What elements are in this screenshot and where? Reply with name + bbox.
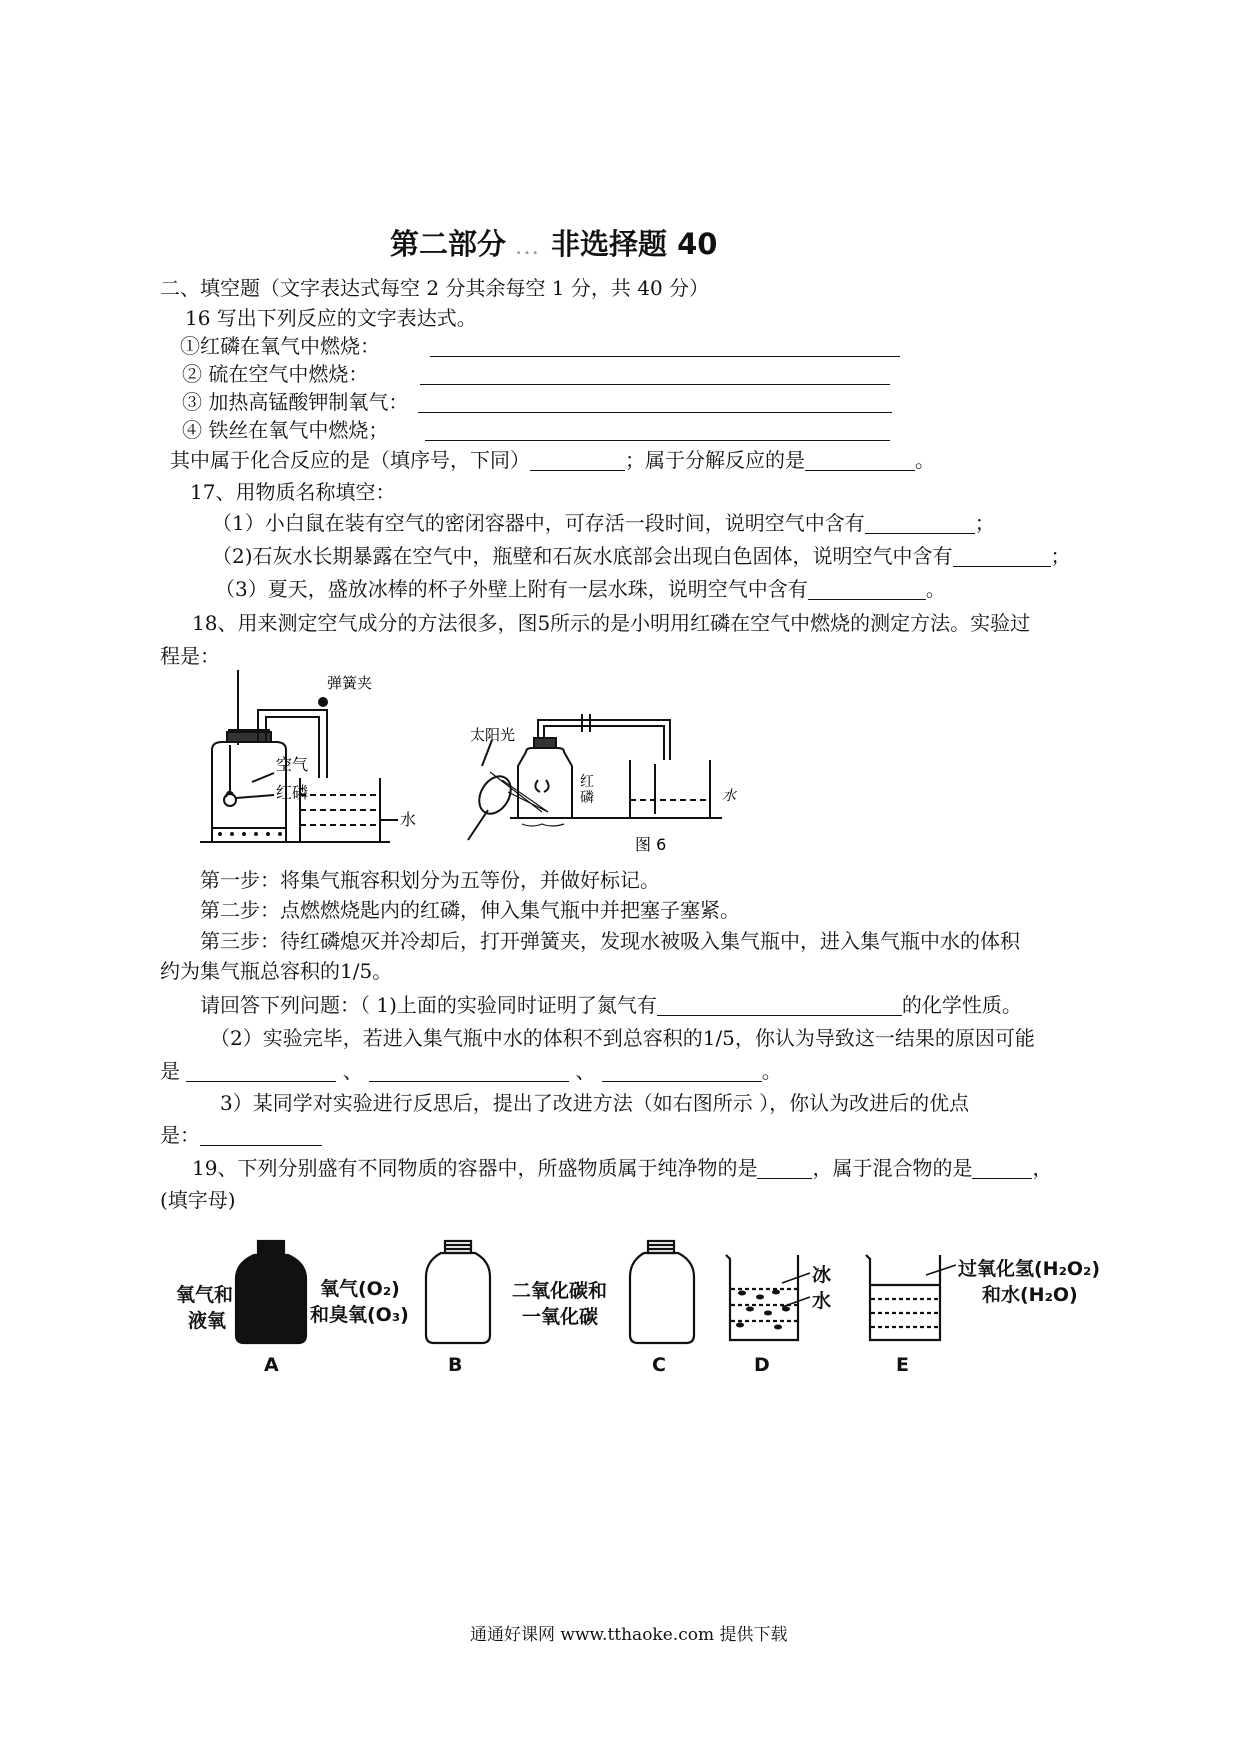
- q18-step-3a: 第三步：待红磷熄灭并冷却后，打开弹簧夹，发现水被吸入集气瓶中，进入集气瓶中水的体积: [200, 929, 1020, 953]
- q18-question-3b: 是：: [160, 1122, 322, 1148]
- q18-stem-2: 程是：: [160, 644, 220, 668]
- q19-blank-pure[interactable]: [757, 1158, 812, 1179]
- section-heading: 二、填空题（文字表达式每空 2 分其余每空 1 分，共 40 分）: [160, 276, 710, 300]
- q19-label-A2: 液氧: [188, 1310, 227, 1332]
- q17-blank-3[interactable]: [808, 579, 926, 600]
- fig6-label-sun: 太阳光: [470, 726, 516, 744]
- q16-item-4: ④ 铁丝在氧气中燃烧；: [182, 418, 389, 442]
- q16-tail-c: 。: [915, 448, 935, 472]
- q19-label-A1: 氧气和: [176, 1284, 234, 1306]
- q19-label-E1: 过氧化氢(H₂O₂): [958, 1258, 1101, 1280]
- q19-letter-D: D: [754, 1354, 770, 1375]
- q19-stem: 19、下列分别盛有不同物质的容器中，所盛物质属于纯净物的是 ，属于混合物的是 ，: [192, 1156, 1053, 1180]
- q19-label-B1: 氧气(O₂): [320, 1278, 400, 1300]
- q17-item-2: （2)石灰水长期暴露在空气中，瓶壁和石灰水底部会出现白色固体，说明空气中含有 ；: [212, 544, 1071, 568]
- q16-tail: [170, 447, 935, 473]
- fig6-caption: 图 6: [635, 835, 667, 854]
- q16-item-2: ② 硫在空气中燃烧：: [182, 362, 369, 386]
- q17-item-1: （1）小白鼠在装有空气的密闭容器中，可存活一段时间，说明空气中含有 ；: [212, 511, 995, 535]
- fig6-label-water: 水: [722, 788, 736, 804]
- q16-answer-line-2[interactable]: [420, 384, 890, 385]
- q19-letter-B: B: [448, 1354, 463, 1375]
- q18-question-2a: （2）实验完毕，若进入集气瓶中水的体积不到总容积的1/5，你认为导致这一结果的原因可能: [210, 1026, 1035, 1050]
- q19-label-D2: 水: [812, 1290, 832, 1312]
- q16-blank-decomposition[interactable]: [805, 450, 915, 471]
- q18-question-2b: 是 、 、 。: [160, 1059, 782, 1083]
- title-main: 第二部分: [390, 227, 507, 261]
- title-sub: 非选择题 40: [550, 227, 718, 261]
- fig5-label-water: 水: [400, 810, 417, 829]
- figure-6-apparatus: [460, 700, 800, 870]
- q19-label-D1: 冰: [812, 1264, 832, 1286]
- fig5-label-clip: 弹簧夹: [327, 674, 373, 692]
- page-footer: 通通好课网 www.tthaoke.com 提供下载: [470, 1625, 788, 1645]
- fig6-label-phosphorus-a: 红: [580, 774, 594, 790]
- fig5-label-phosphorus: 红磷: [276, 783, 309, 802]
- q18-step-3b: 约为集气瓶总容积的1/5。: [160, 959, 393, 983]
- q16-answer-line-3[interactable]: [418, 412, 892, 413]
- q16-item-1: ①红磷在氧气中燃烧：: [180, 334, 380, 358]
- q16-answer-line-4[interactable]: [425, 440, 890, 441]
- q16-blank-combination[interactable]: [530, 450, 625, 471]
- q16-tail-b: ；属于分解反应的是: [625, 448, 805, 472]
- q19-letter-C: C: [652, 1354, 666, 1375]
- q19-label-C2: 一氧化碳: [522, 1306, 599, 1328]
- q16-stem: 16 写出下列反应的文字表达式。: [185, 306, 477, 330]
- q17-stem: 17、用物质名称填空：: [190, 480, 396, 504]
- fig6-label-phosphorus-b: 磷: [580, 790, 594, 806]
- q18-blank-reason-3[interactable]: [602, 1061, 762, 1082]
- page-title: [390, 222, 717, 263]
- q17-item-3: （3）夏天，盛放冰棒的杯子外壁上附有一层水珠，说明空气中含有 。: [215, 577, 946, 601]
- q18-step-1: 第一步：将集气瓶容积划分为五等份，并做好标记。: [200, 868, 660, 892]
- q18-blank-nitrogen-property[interactable]: [657, 995, 902, 1016]
- q17-blank-2[interactable]: [953, 546, 1051, 567]
- fig5-label-air: 空气: [276, 755, 309, 774]
- q19-label-B2: 和臭氧(O₃): [310, 1304, 409, 1326]
- q19-letter-E: E: [896, 1354, 909, 1375]
- q18-blank-reason-2[interactable]: [369, 1061, 569, 1082]
- q19-blank-mixture[interactable]: [972, 1158, 1032, 1179]
- q18-step-2: 第二步：点燃燃烧匙内的红磷，伸入集气瓶中并把塞子塞紧。: [200, 898, 740, 922]
- q16-tail-a: 其中属于化合反应的是（填序号，下同）: [170, 448, 530, 472]
- q19-letter-A: A: [264, 1354, 279, 1375]
- q17-blank-1[interactable]: [865, 513, 975, 534]
- q18-blank-advantage[interactable]: [200, 1125, 322, 1146]
- q19-containers-figure: [170, 1235, 1120, 1375]
- q16-answer-line-1[interactable]: [430, 356, 900, 357]
- q18-blank-reason-1[interactable]: [186, 1061, 336, 1082]
- q19-label-E2: 和水(H₂O): [982, 1284, 1078, 1306]
- title-dots: ...: [516, 242, 541, 258]
- q18-question-1: 请回答下列问题：（ 1)上面的实验同时证明了氮气有 的化学性质。: [200, 993, 1022, 1017]
- q19-label-C1: 二氧化碳和: [512, 1280, 608, 1302]
- q18-question-3a: 3）某同学对实验进行反思后，提出了改进方法（如右图所示 ），你认为改进后的优点: [220, 1091, 970, 1115]
- q19-stem-2: (填字母): [160, 1188, 236, 1212]
- q18-stem-1: 18、用来测定空气成分的方法很多，图5所示的是小明用红磷在空气中燃烧的测定方法。实验过: [192, 611, 1031, 635]
- q16-item-3: ③ 加热高锰酸钾制氧气：: [182, 390, 409, 414]
